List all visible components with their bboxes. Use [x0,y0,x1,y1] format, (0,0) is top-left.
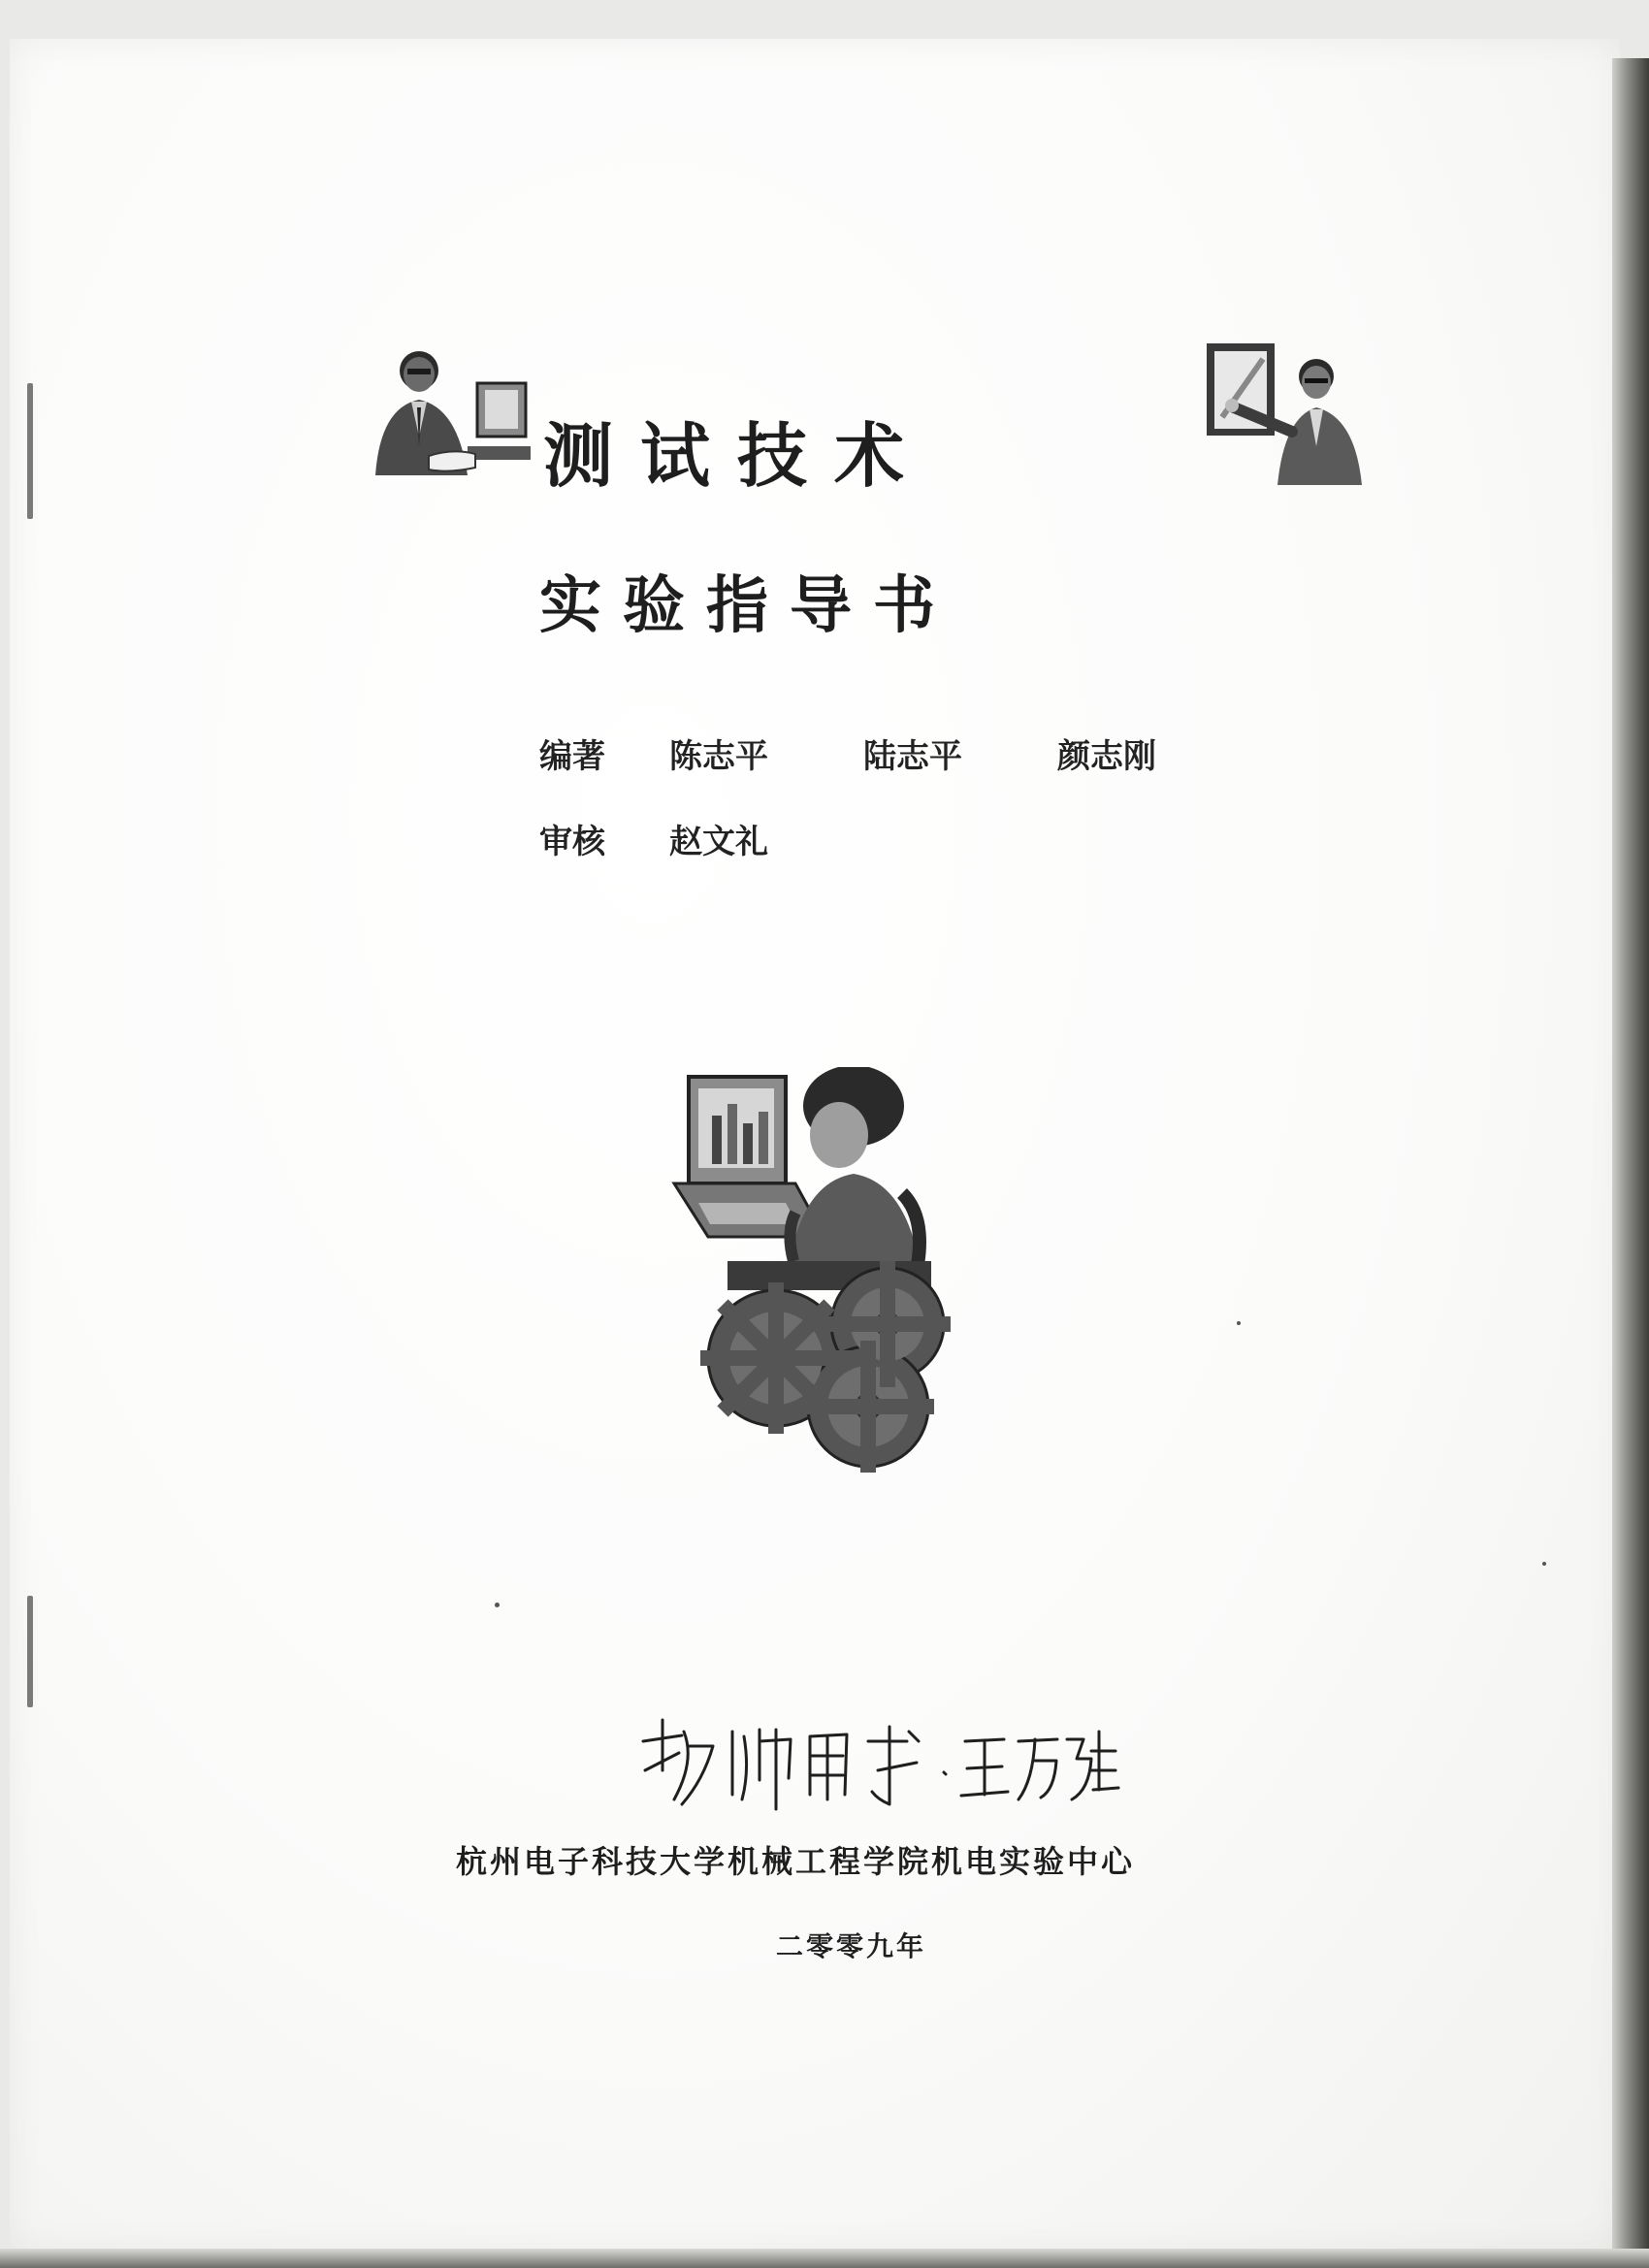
publication-year: 二零零九年 [776,1930,927,1962]
scan-speck [1237,1321,1241,1325]
editor-name: 颜志刚 [1057,737,1156,776]
page-edge-shadow [1612,58,1649,2268]
scan-speck [1542,1562,1546,1566]
cover-subtitle: 实验指导书 [539,570,956,642]
publisher-organization: 杭州电子科技大学机械工程学院机电实验中心 [456,1843,1136,1880]
staple-top [27,383,33,519]
staple-bottom [27,1596,33,1707]
woman-with-gears-illustration [669,1067,1028,1474]
cover-title: 测试技术 [543,415,932,497]
presenter-illustration [1195,340,1370,495]
scan-speck [495,1603,500,1607]
handwritten-signature [635,1702,1120,1819]
man-at-computer-illustration [361,340,535,495]
editor-name: 陈志平 [669,737,768,776]
reviewer-label: 审核 [539,823,605,861]
reviewer-name: 赵文礼 [669,823,768,861]
page-bottom-shadow [0,2249,1649,2268]
editor-name: 陆志平 [863,737,962,776]
editor-label: 编著 [539,737,605,776]
